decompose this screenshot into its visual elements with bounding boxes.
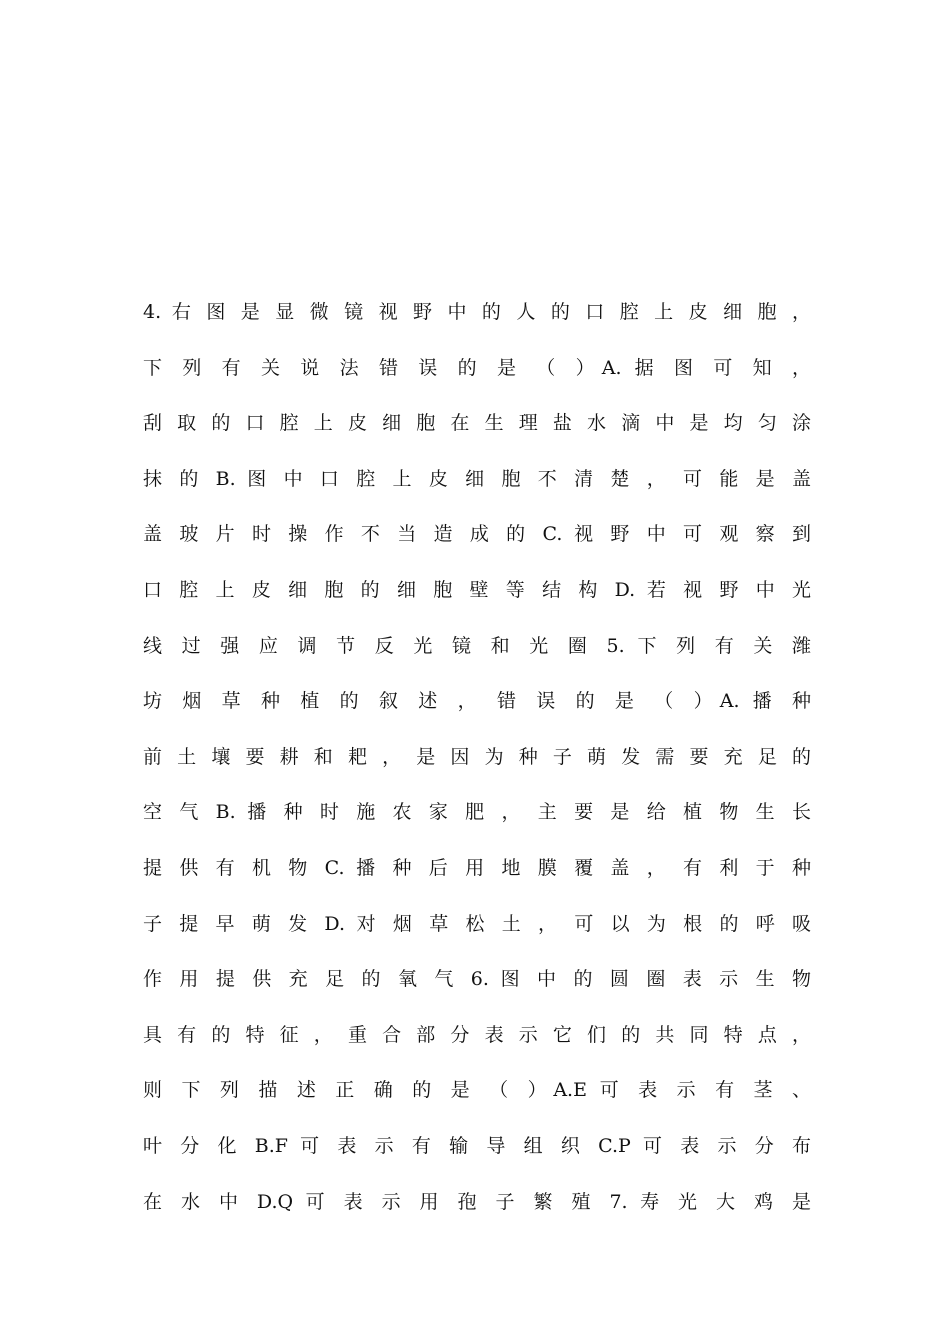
text-line-11: 提 供 有 机 物 C. 播 种 后 用 地 膜 覆 盖 ， 有 利 于 种	[143, 856, 811, 879]
text-line-8: 坊 烟 草 种 植 的 叙 述 ， 错 误 的 是 （ ）A. 播 种	[143, 690, 811, 713]
text-line-13: 作 用 提 供 充 足 的 氧 气 6. 图 中 的 圆 圈 表 示 生 物	[143, 968, 811, 991]
text-line-15: 则 下 列 描 述 正 确 的 是 （ ）A.E 可 表 示 有 茎 、	[143, 1079, 811, 1102]
text-line-12: 子 提 早 萌 发 D. 对 烟 草 松 土 ， 可 以 为 根 的 呼 吸	[143, 912, 811, 935]
text-line-16: 叶 分 化 B.F 可 表 示 有 输 导 组 织 C.P 可 表 示 分 布	[143, 1134, 811, 1157]
text-line-17: 在 水 中 D.Q 可 表 示 用 孢 子 繁 殖 7. 寿 光 大 鸡 是	[143, 1190, 811, 1213]
text-line-14: 具 有 的 特 征 ， 重 合 部 分 表 示 它 们 的 共 同 特 点 ，	[143, 1023, 811, 1046]
text-line-5: 盖 玻 片 时 操 作 不 当 造 成 的 C. 视 野 中 可 观 察 到	[143, 523, 811, 546]
text-line-6: 口 腔 上 皮 细 胞 的 细 胞 壁 等 结 构 D. 若 视 野 中 光	[143, 578, 811, 601]
text-line-9: 前 土 壤 要 耕 和 耙 ， 是 因 为 种 子 萌 发 需 要 充 足 的	[143, 745, 811, 768]
text-line-1: 4. 右 图 是 显 微 镜 视 野 中 的 人 的 口 腔 上 皮 细 胞 ，	[143, 301, 811, 323]
text-line-3: 刮 取 的 口 腔 上 皮 细 胞 在 生 理 盐 水 滴 中 是 均 匀 涂	[143, 412, 811, 435]
question-text-block	[143, 292, 811, 1237]
text-line-10: 空 气 B. 播 种 时 施 农 家 肥 ， 主 要 是 给 植 物 生 长	[143, 801, 811, 824]
text-line-4: 抹 的 B. 图 中 口 腔 上 皮 细 胞 不 清 楚 ， 可 能 是 盖	[143, 467, 811, 490]
text-line-2: 下 列 有 关 说 法 错 误 的 是 （ ）A. 据 图 可 知 ，	[143, 356, 811, 379]
text-line-7: 线 过 强 应 调 节 反 光 镜 和 光 圈 5. 下 列 有 关 潍	[143, 634, 811, 657]
